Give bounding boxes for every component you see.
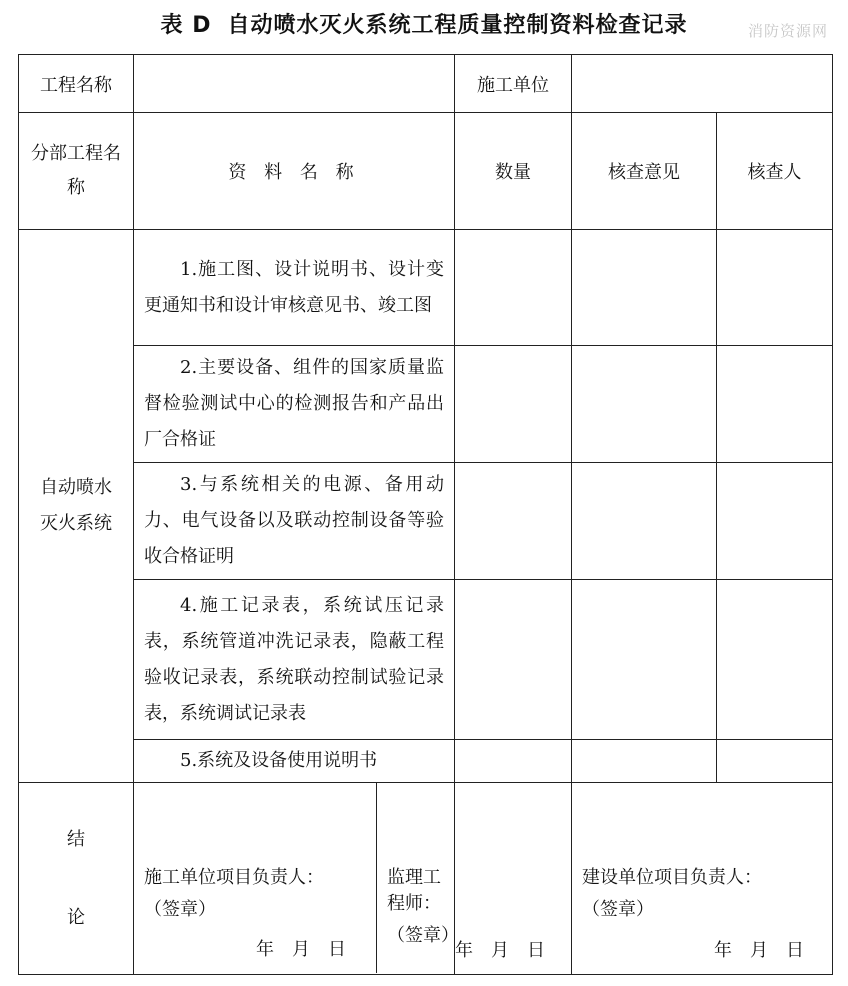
quantity-header: 数量 bbox=[455, 113, 572, 230]
quality-control-table bbox=[18, 54, 833, 975]
document-item-4: 4.施工记录表，系统试压记录表，系统管道冲洗记录表，隐蔽工程验收记录表，系统联动控制试验记录表，系统调试记录表 bbox=[134, 580, 455, 740]
contractor-manager-label: 施工单位项目负责人： bbox=[144, 867, 324, 888]
reviewer-cell[interactable] bbox=[717, 463, 833, 580]
table-title: 自动喷水灭火系统工程质量控制资料检查记录 bbox=[227, 13, 688, 38]
owner-stamp-label: （签章） bbox=[582, 899, 654, 920]
reviewer-cell[interactable] bbox=[717, 230, 833, 346]
table-row bbox=[19, 740, 833, 783]
quantity-cell[interactable] bbox=[455, 463, 572, 580]
contractor-date: 年月日 bbox=[256, 939, 364, 960]
quantity-cell[interactable] bbox=[455, 740, 572, 783]
page-title bbox=[0, 8, 848, 39]
watermark: 消防资源网 bbox=[747, 22, 828, 40]
quantity-cell[interactable] bbox=[455, 230, 572, 346]
supervisor-stamp-label: （签章） bbox=[387, 925, 459, 946]
table-row bbox=[19, 463, 833, 580]
reviewer-cell[interactable] bbox=[717, 346, 833, 463]
conclusion-row bbox=[19, 783, 833, 975]
supervisor-signature[interactable] bbox=[376, 783, 459, 973]
contractor-signature[interactable] bbox=[144, 783, 376, 973]
supervisor-date: 年月日 bbox=[455, 940, 563, 961]
review-opinion-header: 核查意见 bbox=[572, 113, 717, 230]
owner-date: 年月日 bbox=[714, 940, 822, 961]
contractor-field[interactable] bbox=[572, 55, 833, 113]
quantity-cell[interactable] bbox=[455, 346, 572, 463]
contractor-stamp-label: （签章） bbox=[144, 899, 216, 920]
document-item-1: 1.施工图、设计说明书、设计变更通知书和设计审核意见书、竣工图 bbox=[134, 230, 455, 346]
table-row bbox=[19, 346, 833, 463]
supervisor-label: 监理工程师： bbox=[387, 867, 441, 914]
header-row bbox=[19, 113, 833, 230]
project-row bbox=[19, 55, 833, 113]
owner-manager-label: 建设单位项目负责人： bbox=[582, 867, 762, 888]
owner-signature-cell[interactable] bbox=[572, 783, 833, 975]
review-opinion-cell[interactable] bbox=[572, 740, 717, 783]
review-opinion-cell[interactable] bbox=[572, 580, 717, 740]
review-opinion-cell[interactable] bbox=[572, 346, 717, 463]
table-code: 表 D bbox=[160, 13, 212, 38]
project-name-label: 工程名称 bbox=[19, 55, 134, 113]
sub-project-header: 分部工程名称 bbox=[19, 113, 134, 230]
reviewer-header: 核查人 bbox=[717, 113, 833, 230]
document-item-5: 5.系统及设备使用说明书 bbox=[134, 740, 455, 783]
document-item-2: 2.主要设备、组件的国家质量监督检验测试中心的检测报告和产品出厂合格证 bbox=[134, 346, 455, 463]
reviewer-cell[interactable] bbox=[717, 740, 833, 783]
review-opinion-cell[interactable] bbox=[572, 463, 717, 580]
document-item-3: 3.与系统相关的电源、备用动力、电气设备以及联动控制设备等验收合格证明 bbox=[134, 463, 455, 580]
supervisor-date-cell bbox=[455, 783, 572, 975]
table-row bbox=[19, 580, 833, 740]
reviewer-cell[interactable] bbox=[717, 580, 833, 740]
project-name-field[interactable] bbox=[134, 55, 455, 113]
contractor-signature-cell[interactable] bbox=[134, 783, 459, 975]
table-row bbox=[19, 230, 833, 346]
review-opinion-cell[interactable] bbox=[572, 230, 717, 346]
contractor-label: 施工单位 bbox=[455, 55, 572, 113]
document-name-header: 资 料 名 称 bbox=[134, 113, 455, 230]
sub-project-name: 自动喷水灭火系统 bbox=[19, 230, 134, 783]
conclusion-label: 结 论 bbox=[19, 783, 134, 975]
quantity-cell[interactable] bbox=[455, 580, 572, 740]
